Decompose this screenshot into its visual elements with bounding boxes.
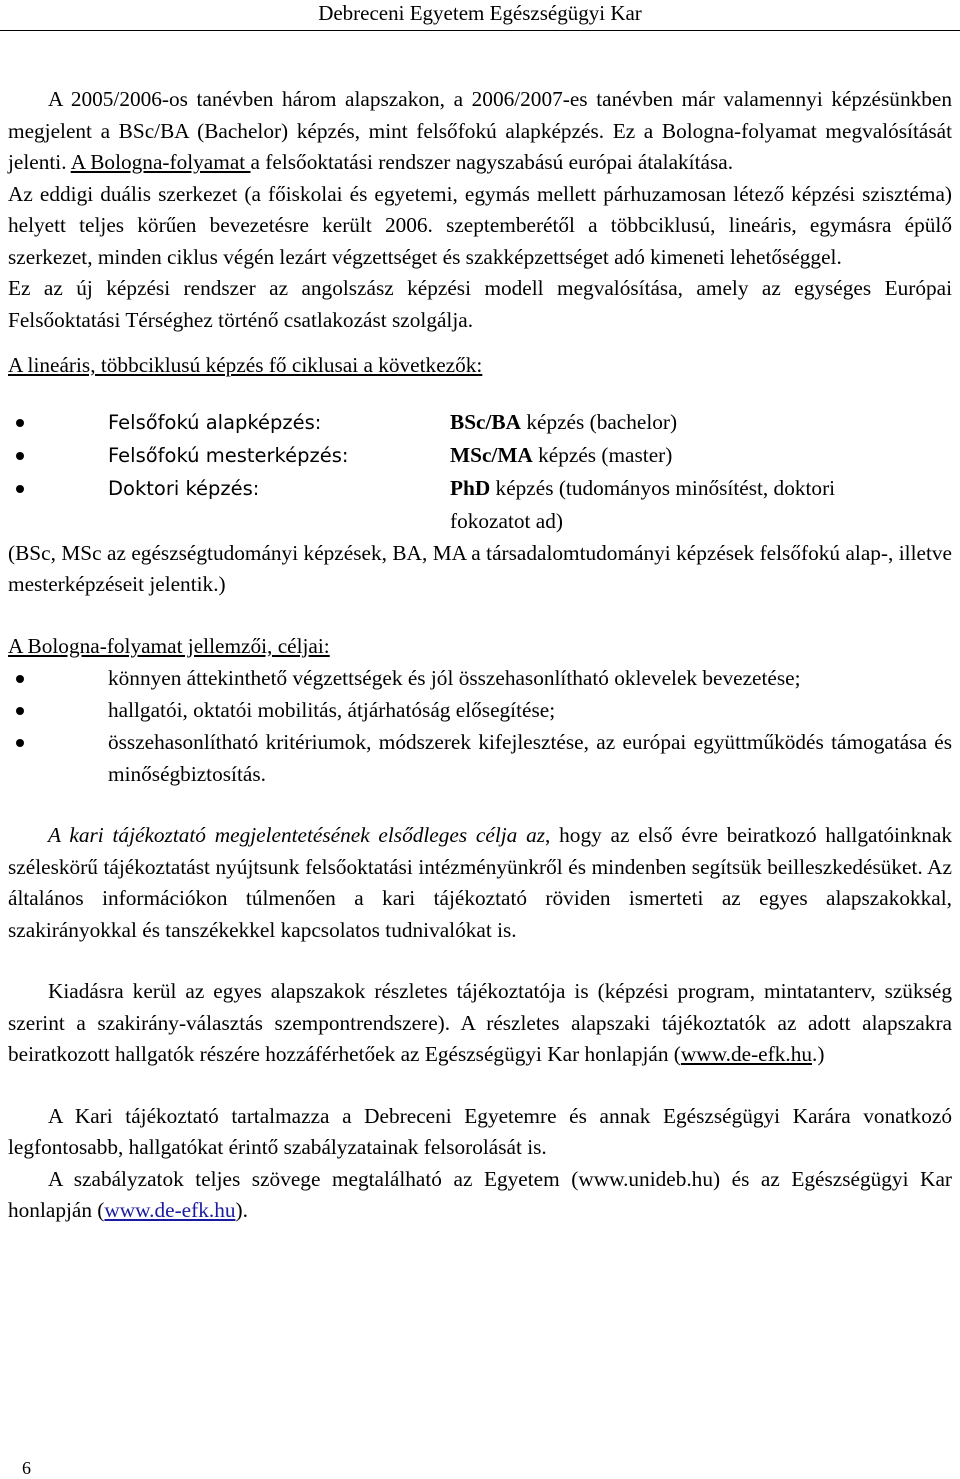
- bologna-link-text: A Bologna-folyamat: [70, 150, 251, 174]
- bullet-icon: [16, 452, 24, 460]
- website-link[interactable]: www.de-efk.hu: [104, 1198, 236, 1222]
- rules-paragraph-2: A szabályzatok teljes szövege megtalálható az Egyetem (www.unideb.hu) és az Egészségügyi Kar honlapján (www.de-efk.hu).: [8, 1166, 952, 1222]
- list-item: könnyen áttekinthető végzettségek és jól összehasonlítható oklevelek bevezetése;: [8, 662, 952, 694]
- purpose-paragraph: A kari tájékoztató megjelentetésének elsődleges célja az, hogy az első évre beiratkozó hallgatóinknak széleskörű tájékoztatást nyújtsunk felsőoktatási intézményünkről és mindenben segítsük beilleszkedésüket. Az általános információkon túlmenően a kari tájékoztató röviden ismerteti az egyes alapszakokkal, szakirányokkal és tanszékekkel kapcsolatos tudnivalókat is.: [8, 823, 952, 942]
- degree-cycles-list: [8, 406, 952, 538]
- page-body: [8, 84, 952, 1227]
- bullet-icon: [16, 485, 24, 493]
- bullet-icon: [16, 419, 24, 427]
- degree-description: PhD képzés (tudományos minősítést, doktori: [450, 475, 836, 500]
- intro-paragraph-2: Az eddigi duális szerkezet (a főiskolai és egyetemi, egymás mellett párhuzamosan létező képzési szisztéma) helyett teljes körűen bevezetésre került 2006. szeptemberétől a többciklusú, lineáris, egymásra épülő szerkezet, minden ciklus végén lezárt végzettséget és szakképzettséget adó kimeneti lehetőséggel.: [8, 181, 952, 269]
- cycles-heading: A lineáris, többciklusú képzés fő ciklusai a következők:: [8, 353, 483, 377]
- degree-row: [8, 406, 952, 439]
- running-header: Debreceni Egyetem Egészségügyi Kar: [318, 1, 642, 25]
- bullet-icon: [16, 675, 24, 683]
- degree-description: MSc/MA képzés (master): [450, 442, 673, 467]
- list-item: hallgatói, oktatói mobilitás, átjárhatóság elősegítése;: [8, 694, 952, 726]
- degree-label: Felsőfokú mesterképzés:: [108, 443, 349, 467]
- website-link[interactable]: www.de-efk.hu: [680, 1042, 812, 1066]
- intro-paragraph-3: Ez az új képzési rendszer az angolszász képzési modell megvalósítása, amely az egységes Európai Felsőoktatási Térséghez történő csatlakozást szolgálja.: [8, 276, 952, 332]
- publication-paragraph: Kiadásra kerül az egyes alapszakok részletes tájékoztatója is (képzési program, mintatanterv, szükség szerint a szakirány-választás szempontrendszere). A részletes alapszaki tájékoztatók az adott alapszakra beiratkozott hallgatók részére hozzáférhetőek az Egészségügyi Kar honlapján (www.de-efk.hu.): [8, 979, 952, 1066]
- bologna-heading: A Bologna-folyamat jellemzői, céljai:: [8, 633, 330, 658]
- degree-label: Felsőfokú alapképzés:: [108, 410, 322, 434]
- bullet-icon: [16, 739, 24, 747]
- degree-note: (BSc, MSc az egészségtudományi képzések, BA, MA a társadalomtudományi képzések felsőfokú alap-, illetve mesterképzéseit jelentik.): [8, 540, 952, 596]
- page-number: 6: [22, 1458, 31, 1478]
- degree-description-continuation: fokozatot ad): [450, 508, 563, 533]
- bullet-icon: [16, 707, 24, 715]
- intro-paragraph-1: A 2005/2006-os tanévben három alapszakon, a 2006/2007-es tanévben már valamennyi képzésünkben megjelent a BSc/BA (Bachelor) képzés, mint felsőfokú alapképzés. Ez a Bologna-folyamat megvalósítását jelenti. A Bologna-folyamat a felsőoktatási rendszer nagyszabású európai átalakítása.: [8, 87, 952, 174]
- header-rule: [0, 30, 960, 31]
- degree-row: [8, 472, 952, 505]
- list-item: összehasonlítható kritériumok, módszerek kifejlesztése, az európai együttműködés támogatása és minőségbiztosítás.: [8, 726, 952, 790]
- degree-description: BSc/BA képzés (bachelor): [450, 409, 678, 434]
- degree-label: Doktori képzés:: [108, 476, 260, 500]
- degree-row: [8, 439, 952, 472]
- bologna-goals-list: [8, 662, 952, 790]
- rules-paragraph-1: A Kari tájékoztató tartalmazza a Debreceni Egyetemre és annak Egészségügyi Karára vonatkozó legfontosabb, hallgatókat érintő szabályzatainak felsorolását is.: [8, 1103, 952, 1159]
